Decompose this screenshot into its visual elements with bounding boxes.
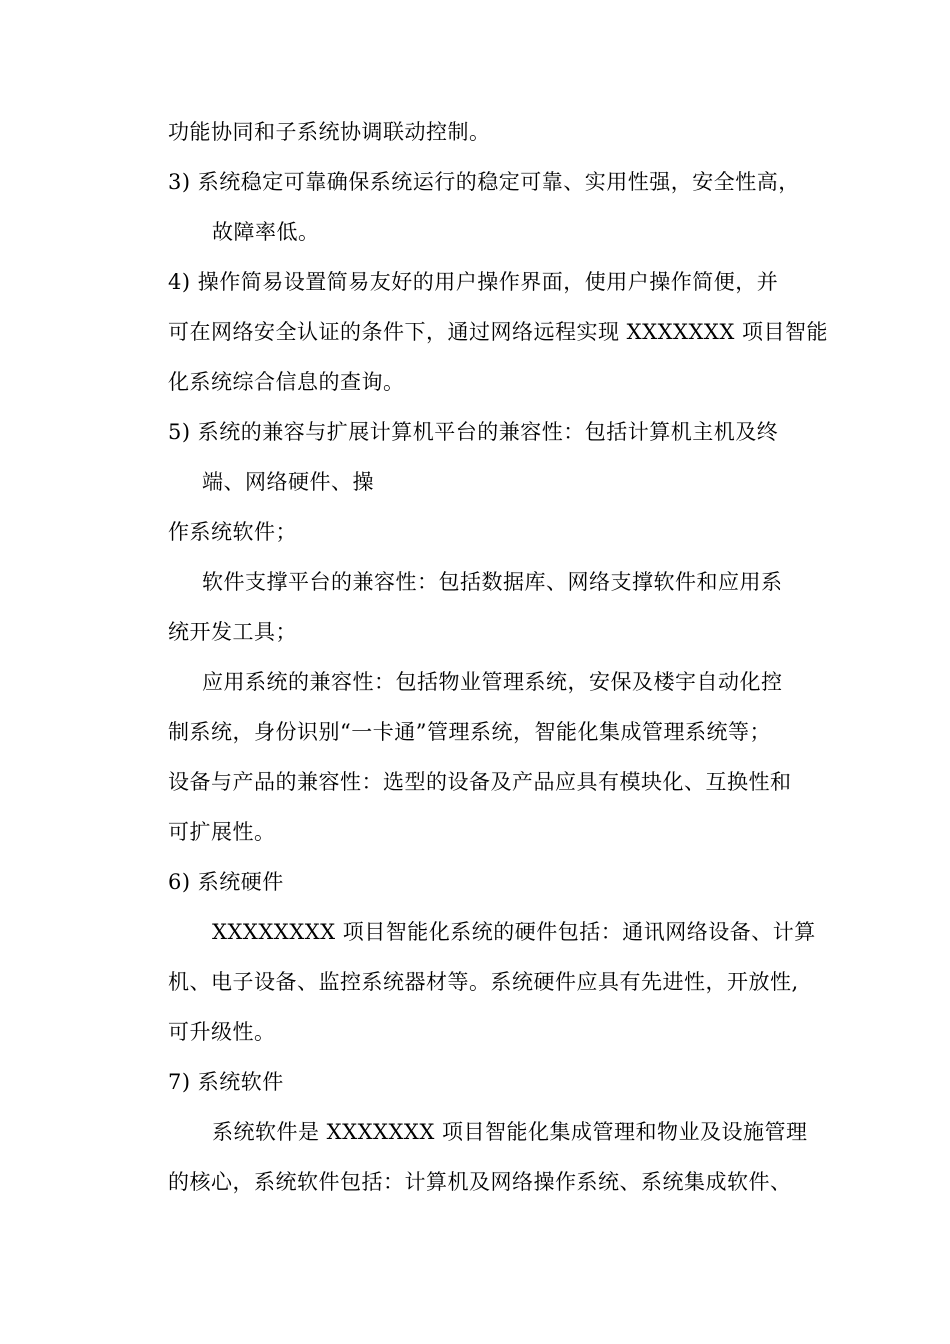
text-line: 端、网络硬件、操 xyxy=(202,470,374,494)
text-line: 作系统软件； xyxy=(168,520,297,544)
text-line: 可在网络安全认证的条件下，通过网络远程实现 XXXXXXX 项目智能 xyxy=(168,320,828,344)
text-line: XXXXXXXX 项目智能化系统的硬件包括：通讯网络设备、计算 xyxy=(212,920,816,944)
text-line: 统开发工具； xyxy=(168,620,297,644)
text-line: 软件支撑平台的兼容性：包括数据库、网络支撑软件和应用系 xyxy=(202,570,783,594)
list-item-3: 3) 系统稳定可靠确保系统运行的稳定可靠、实用性强，安全性高， xyxy=(168,170,800,194)
text-line: 可升级性。 xyxy=(168,1020,276,1044)
list-item-4: 4) 操作简易设置简易友好的用户操作界面，使用户操作简便，并 xyxy=(168,270,779,294)
text-line: 功能协同和子系统协调联动控制。 xyxy=(168,120,491,144)
text-line: 机、电子设备、监控系统器材等。系统硬件应具有先进性，开放性, xyxy=(168,970,799,994)
text-line: 可扩展性。 xyxy=(168,820,276,844)
text-line: 化系统综合信息的查询。 xyxy=(168,370,405,394)
text-line: 故障率低。 xyxy=(212,220,320,244)
text-line: 系统软件是 XXXXXXX 项目智能化集成管理和物业及设施管理 xyxy=(212,1120,808,1144)
text-line: 的核心，系统软件包括：计算机及网络操作系统、系统集成软件、 xyxy=(168,1170,792,1194)
text-line: 设备与产品的兼容性：选型的设备及产品应具有模块化、互换性和 xyxy=(168,770,792,794)
text-line: 制系统，身份识别“一卡通”管理系统，智能化集成管理系统等； xyxy=(168,720,771,744)
list-item-6: 6) 系统硬件 xyxy=(168,870,284,894)
list-item-5: 5) 系统的兼容与扩展计算机平台的兼容性：包括计算机主机及终 xyxy=(168,420,779,444)
text-line: 应用系统的兼容性：包括物业管理系统，安保及楼宇自动化控 xyxy=(202,670,783,694)
list-item-7: 7) 系统软件 xyxy=(168,1070,284,1094)
